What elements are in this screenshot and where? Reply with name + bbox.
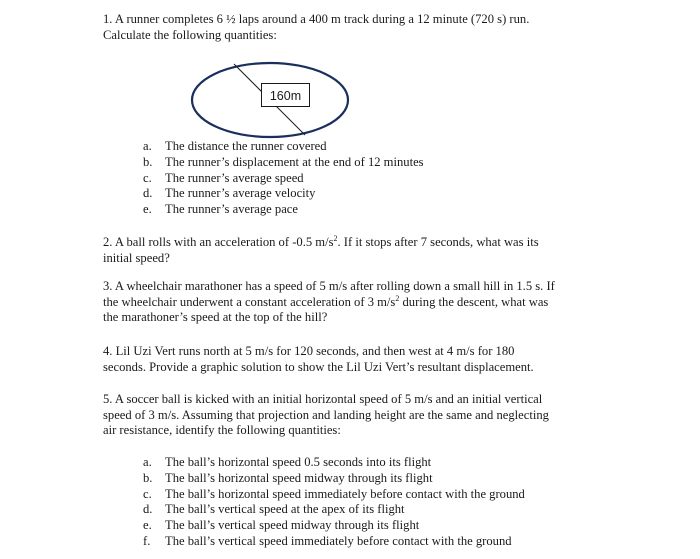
question-2-line-1 <box>103 235 593 251</box>
item-text: The ball’s vertical speed immediately before contact with the ground <box>165 533 512 548</box>
question-5-list <box>143 455 525 550</box>
item-letter: a. <box>143 139 152 153</box>
question-3-line-3: the marathoner’s speed at the top of the hill? <box>103 310 328 324</box>
question-4-line-1: 4. Lil Uzi Vert runs north at 5 m/s for 120 seconds, and then west at 4 m/s for 180 <box>103 344 515 358</box>
item-text: The distance the runner covered <box>165 139 327 153</box>
question-5-line-3: air resistance, identify the following quantities: <box>103 423 341 437</box>
question-1 <box>103 12 593 43</box>
list-item <box>143 518 525 534</box>
item-letter: b. <box>143 154 153 169</box>
item-letter: a. <box>143 455 152 469</box>
question-4 <box>103 344 593 375</box>
question-1-list <box>143 139 424 218</box>
question-2-line-1-text: 2. A ball rolls with an acceleration of -0.5 m/s <box>103 235 334 249</box>
item-letter: c. <box>143 486 152 501</box>
item-text: The runner’s average speed <box>165 170 304 185</box>
list-item <box>143 139 424 155</box>
item-text: The ball’s vertical speed midway through its flight <box>165 518 420 533</box>
question-2-line-1-rest: . If it stops after 7 seconds, what was its <box>337 235 539 249</box>
list-item <box>143 455 525 471</box>
question-3-line-2 <box>103 295 593 311</box>
list-item <box>143 487 525 503</box>
item-text: The ball’s horizontal speed immediately before contact with the ground <box>165 486 525 501</box>
question-5-line-1: 5. A soccer ball is kicked with an initial horizontal speed of 5 m/s and an initial vertical <box>103 392 543 406</box>
question-3-line-2-text: the wheelchair underwent a constant acceleration of 3 m/s <box>103 294 396 309</box>
question-3 <box>103 279 593 326</box>
list-item <box>143 155 424 171</box>
item-text: The ball’s vertical speed at the apex of its flight <box>165 502 405 517</box>
item-text: The ball’s horizontal speed midway through its flight <box>165 470 433 485</box>
question-5-line-2: speed of 3 m/s. Assuming that projection and landing height are the same and neglecting <box>103 407 549 422</box>
item-letter: d. <box>143 186 153 201</box>
question-1-line-1: 1. A runner completes 6 ½ laps around a 400 m track during a 12 minute (720 s) run. <box>103 12 530 26</box>
item-letter: e. <box>143 202 152 217</box>
question-1-line-2: Calculate the following quantities: <box>103 27 277 42</box>
question-3-line-1: 3. A wheelchair marathoner has a speed of 5 m/s after rolling down a small hill in 1.5 s. If <box>103 279 555 293</box>
list-item <box>143 471 525 487</box>
item-letter: f. <box>143 533 151 548</box>
item-text: The ball’s horizontal speed 0.5 seconds into its flight <box>165 455 432 469</box>
item-text: The runner’s displacement at the end of 12 minutes <box>165 154 424 169</box>
list-item <box>143 502 525 518</box>
item-letter: b. <box>143 470 153 485</box>
list-item <box>143 171 424 187</box>
track-diameter-label: 160m <box>261 83 310 107</box>
question-2-line-2: initial speed? <box>103 250 170 265</box>
item-letter: e. <box>143 518 152 533</box>
question-2 <box>103 235 593 266</box>
item-letter: c. <box>143 170 152 185</box>
list-item <box>143 186 424 202</box>
exponent: 2 <box>395 293 400 303</box>
list-item <box>143 202 424 218</box>
item-text: The runner’s average velocity <box>165 186 316 201</box>
question-5 <box>103 392 593 439</box>
question-4-line-2: seconds. Provide a graphic solution to show the Lil Uzi Vert’s resultant displacement. <box>103 359 534 374</box>
item-letter: d. <box>143 502 153 517</box>
list-item <box>143 534 525 550</box>
question-3-line-2-rest: during the descent, what was <box>399 294 549 309</box>
item-text: The runner’s average pace <box>165 202 298 217</box>
exponent: 2 <box>333 234 338 243</box>
